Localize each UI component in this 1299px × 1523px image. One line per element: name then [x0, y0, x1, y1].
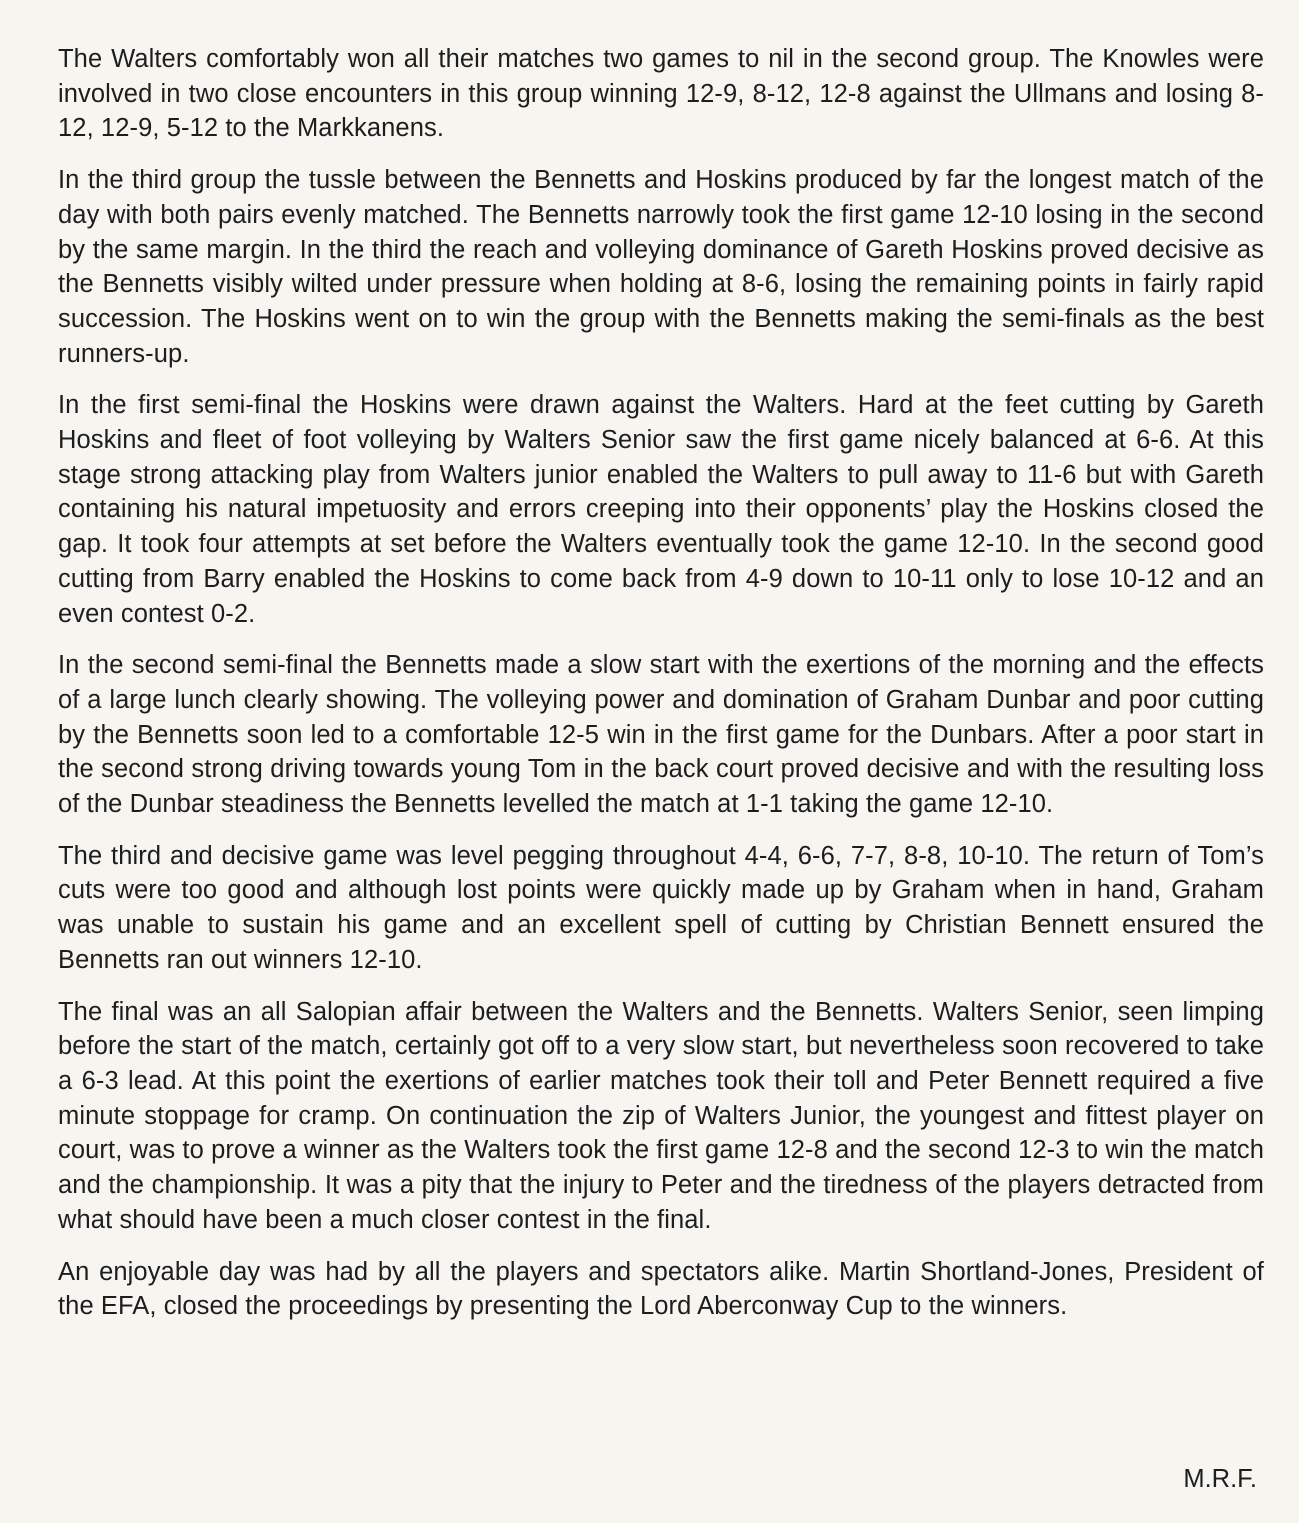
- paragraph-first-semi-final: In the first semi-final the Hoskins were drawn against the Walters. Hard at the feet cutting by Gareth Hoskins and fleet of foot volleying by Walters Senior saw the first game nicely balanced at 6-6. At this stage strong attacking play from Walters junior enabled the Walters to pull away to 11-6 but with Gareth containing his natural impetuosity and errors creeping into their opponents’ play the Hoskins closed the gap. It took four attempts at set before the Walters eventually took the game 12-10. In the second good cutting from Barry enabled the Hoskins to come back from 4-9 down to 10-11 only to lose 10-12 and an even contest 0-2.: [58, 391, 1264, 628]
- article-body: [58, 42, 1264, 1341]
- paragraph-decisive-game: The third and decisive game was level pegging throughout 4-4, 6-6, 7-7, 8-8, 10-10. The return of Tom’s cuts were too good and although lost points were quickly made up by Graham when in hand, Graham was unable to sustain his game and an excellent spell of cutting by Christian Bennett ensured the Bennetts ran out winners 12-10.: [58, 841, 1264, 974]
- paragraph-third-group: In the third group the tussle between the Bennetts and Hoskins produced by far the longest match of the day with both pairs evenly matched. The Bennetts narrowly took the first game 12-10 losing in the second by the same margin. In the third the reach and volleying dominance of Gareth Hoskins proved decisive as the Bennetts visibly wilted under pressure when holding at 8-6, losing the remaining points in fairly rapid succession. The Hoskins went on to win the group with the Bennetts making the semi-finals as the best runners-up.: [58, 166, 1264, 368]
- paragraph-second-semi-final: In the second semi-final the Bennetts made a slow start with the exertions of the morning and the effects of a large lunch clearly showing. The volleying power and domination of Graham Dunbar and poor cutting by the Bennetts soon led to a comfortable 12-5 win in the first game for the Dunbars. After a poor start in the second strong driving towards young Tom in the back court proved decisive and with the resulting loss of the Dunbar steadiness the Bennetts levelled the match at 1-1 taking the game 12-10.: [58, 651, 1264, 819]
- author-signature: M.R.F.: [1183, 1465, 1257, 1493]
- paragraph-closing: An enjoyable day was had by all the players and spectators alike. Martin Shortland-Jones, President of the EFA, closed the proceedings by presenting the Lord Aberconway Cup to the winners.: [58, 1257, 1264, 1321]
- paragraph-second-group: The Walters comfortably won all their matches two games to nil in the second group. The Knowles were involved in two close encounters in this group winning 12-9, 8-12, 12-8 against the Ullmans and losing 8-12, 12-9, 5-12 to the Markkanens.: [58, 45, 1264, 143]
- paragraph-final: The final was an all Salopian affair between the Walters and the Bennetts. Walters Senior, seen limping before the start of the match, certainly got off to a very slow start, but nevertheless soon recovered to take a 6-3 lead. At this point the exertions of earlier matches took their toll and Peter Bennett required a five minute stoppage for cramp. On continuation the zip of Walters Junior, the youngest and fittest player on court, was to prove a winner as the Walters took the first game 12-8 and the second 12-3 to win the match and the championship. It was a pity that the injury to Peter and the tiredness of the players detracted from what should have been a much closer contest in the final.: [58, 997, 1264, 1234]
